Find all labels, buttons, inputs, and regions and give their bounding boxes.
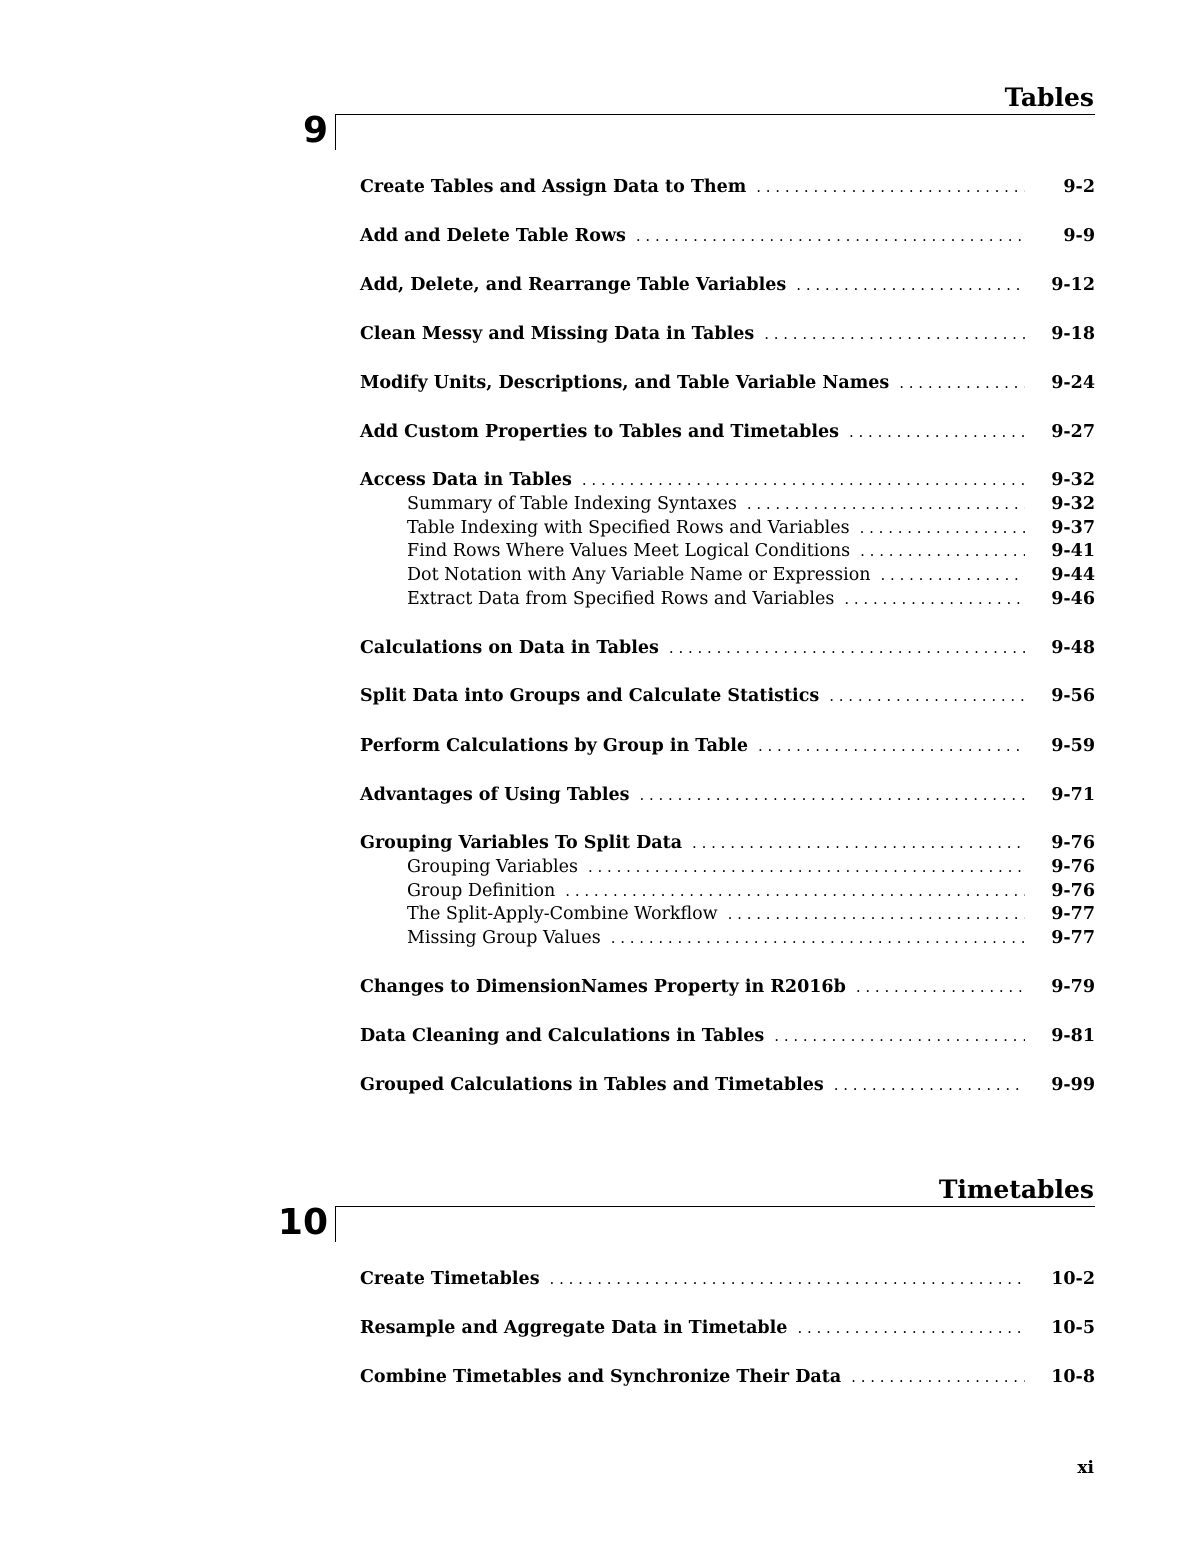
toc-entry-page: 9-71 xyxy=(1051,785,1095,805)
toc-subentry[interactable] xyxy=(407,879,1095,903)
dot-leader xyxy=(829,684,1025,708)
chapter-title: Tables xyxy=(1004,83,1094,112)
toc-entry[interactable] xyxy=(360,783,1095,807)
toc-entry-label: Access Data in Tables xyxy=(360,470,572,490)
toc-entry[interactable] xyxy=(360,468,1095,492)
dot-leader xyxy=(899,371,1025,395)
toc-subentry-label: Extract Data from Specified Rows and Variables xyxy=(407,589,835,609)
toc-subentry-label: Missing Group Values xyxy=(407,928,601,948)
dot-leader xyxy=(639,783,1025,807)
toc-entry[interactable] xyxy=(360,273,1095,297)
toc-entry-page: 9-2 xyxy=(1063,177,1095,197)
dot-leader xyxy=(860,539,1025,563)
toc-subentry[interactable] xyxy=(407,855,1095,879)
dot-leader xyxy=(844,587,1025,611)
toc-entry-page: 9-32 xyxy=(1051,470,1095,490)
toc-entry-page: 9-24 xyxy=(1051,373,1095,393)
toc-entry-label: Modify Units, Descriptions, and Table Variable Names xyxy=(360,373,890,393)
dot-leader xyxy=(565,879,1025,903)
toc-entry[interactable] xyxy=(360,1024,1095,1048)
toc-entry[interactable] xyxy=(360,420,1095,444)
toc-entry[interactable] xyxy=(360,734,1095,758)
toc-entry-label: Create Tables and Assign Data to Them xyxy=(360,177,747,197)
toc-entry-label: Perform Calculations by Group in Table xyxy=(360,736,748,756)
toc-entry[interactable] xyxy=(360,636,1095,660)
toc-subentry-label: Group Definition xyxy=(407,881,556,901)
dot-leader xyxy=(774,1024,1025,1048)
toc-entry[interactable] xyxy=(360,1365,1095,1389)
toc-subentry-page: 9-77 xyxy=(1051,904,1095,924)
toc-entry-label: Create Timetables xyxy=(360,1269,540,1289)
toc-subentry-label: Grouping Variables xyxy=(407,857,578,877)
chapter-number: 9 xyxy=(302,110,328,151)
toc-entry[interactable] xyxy=(360,322,1095,346)
dot-leader xyxy=(856,975,1025,999)
toc-entry-label: Grouped Calculations in Tables and Timetables xyxy=(360,1075,824,1095)
dot-leader xyxy=(797,1316,1025,1340)
toc-entry[interactable] xyxy=(360,1267,1095,1291)
dot-leader xyxy=(796,273,1025,297)
dot-leader xyxy=(756,175,1025,199)
chapter-rule-vertical xyxy=(335,1206,336,1242)
toc-entry-page: 9-18 xyxy=(1051,324,1095,344)
toc-subentry[interactable] xyxy=(407,587,1095,611)
toc-entry-page: 10-2 xyxy=(1051,1269,1095,1289)
dot-leader xyxy=(582,468,1025,492)
toc-entry-label: Add, Delete, and Rearrange Table Variables xyxy=(360,275,787,295)
chapter-title: Timetables xyxy=(938,1175,1094,1204)
toc-entry-page: 9-9 xyxy=(1063,226,1095,246)
toc-subentry[interactable] xyxy=(407,563,1095,587)
toc-entry-label: Changes to DimensionNames Property in R2016b xyxy=(360,977,846,997)
toc-entry-page: 9-81 xyxy=(1051,1026,1095,1046)
toc-subentry[interactable] xyxy=(407,492,1095,516)
dot-leader xyxy=(764,322,1025,346)
toc-entry-page: 9-59 xyxy=(1051,736,1095,756)
toc-subentry[interactable] xyxy=(407,539,1095,563)
dot-leader xyxy=(849,420,1025,444)
toc-subentry[interactable] xyxy=(407,926,1095,950)
toc-entry[interactable] xyxy=(360,175,1095,199)
toc-entry-page: 9-56 xyxy=(1051,686,1095,706)
dot-leader xyxy=(758,734,1025,758)
dot-leader xyxy=(747,492,1025,516)
dot-leader xyxy=(728,902,1025,926)
toc-entry-page: 9-12 xyxy=(1051,275,1095,295)
toc-subentry-page: 9-76 xyxy=(1051,881,1095,901)
toc-entry[interactable] xyxy=(360,975,1095,999)
chapter-rule-vertical xyxy=(335,114,336,150)
toc-entry-page: 9-79 xyxy=(1051,977,1095,997)
chapter-rule xyxy=(335,114,1095,115)
toc-entry-label: Clean Messy and Missing Data in Tables xyxy=(360,324,755,344)
toc-subentry-page: 9-32 xyxy=(1051,494,1095,514)
toc-entry-page: 9-76 xyxy=(1051,833,1095,853)
toc-entry-page: 9-48 xyxy=(1051,638,1095,658)
toc-entry[interactable] xyxy=(360,684,1095,708)
toc-entry-label: Add Custom Properties to Tables and Timetables xyxy=(360,422,839,442)
toc-entry-page: 10-5 xyxy=(1051,1318,1095,1338)
toc-entry[interactable] xyxy=(360,224,1095,248)
toc-subentry[interactable] xyxy=(407,902,1095,926)
dot-leader xyxy=(588,855,1025,879)
dot-leader xyxy=(550,1267,1025,1291)
toc-entry-label: Advantages of Using Tables xyxy=(360,785,630,805)
dot-leader xyxy=(669,636,1025,660)
toc-subentry-page: 9-46 xyxy=(1051,589,1095,609)
toc-subentry-label: Summary of Table Indexing Syntaxes xyxy=(407,494,737,514)
toc-subentry-page: 9-76 xyxy=(1051,857,1095,877)
toc-subentry-page: 9-41 xyxy=(1051,541,1095,561)
toc-entry[interactable] xyxy=(360,1073,1095,1097)
dot-leader xyxy=(851,1365,1025,1389)
toc-entry-label: Calculations on Data in Tables xyxy=(360,638,659,658)
dot-leader xyxy=(881,563,1025,587)
toc-entry-page: 9-99 xyxy=(1051,1075,1095,1095)
dot-leader xyxy=(611,926,1025,950)
toc-entry[interactable] xyxy=(360,831,1095,855)
toc-subentry[interactable] xyxy=(407,516,1095,540)
toc-subentry-label: The Split-Apply-Combine Workflow xyxy=(407,904,718,924)
toc-subentry-label: Dot Notation with Any Variable Name or Expression xyxy=(407,565,871,585)
toc-entry-page: 9-27 xyxy=(1051,422,1095,442)
toc-entry[interactable] xyxy=(360,371,1095,395)
toc-subentry-page: 9-37 xyxy=(1051,518,1095,538)
page-number: xi xyxy=(1077,1458,1094,1478)
toc-subentry-label: Table Indexing with Specified Rows and Variables xyxy=(407,518,850,538)
chapter-number: 10 xyxy=(277,1202,328,1243)
toc-subentry-label: Find Rows Where Values Meet Logical Conditions xyxy=(407,541,851,561)
toc-entry-label: Data Cleaning and Calculations in Tables xyxy=(360,1026,765,1046)
toc-entry[interactable] xyxy=(360,1316,1095,1340)
toc-entry-label: Grouping Variables To Split Data xyxy=(360,833,683,853)
chapter-rule xyxy=(335,1206,1095,1207)
toc-entry-label: Combine Timetables and Synchronize Their Data xyxy=(360,1367,842,1387)
toc-entry-label: Split Data into Groups and Calculate Statistics xyxy=(360,686,820,706)
toc-entry-page: 10-8 xyxy=(1051,1367,1095,1387)
dot-leader xyxy=(860,516,1025,540)
toc-subentry-page: 9-44 xyxy=(1051,565,1095,585)
dot-leader xyxy=(834,1073,1025,1097)
toc-entry-label: Add and Delete Table Rows xyxy=(360,226,626,246)
dot-leader xyxy=(636,224,1025,248)
toc-entry-label: Resample and Aggregate Data in Timetable xyxy=(360,1318,788,1338)
toc-subentry-page: 9-77 xyxy=(1051,928,1095,948)
dot-leader xyxy=(692,831,1025,855)
